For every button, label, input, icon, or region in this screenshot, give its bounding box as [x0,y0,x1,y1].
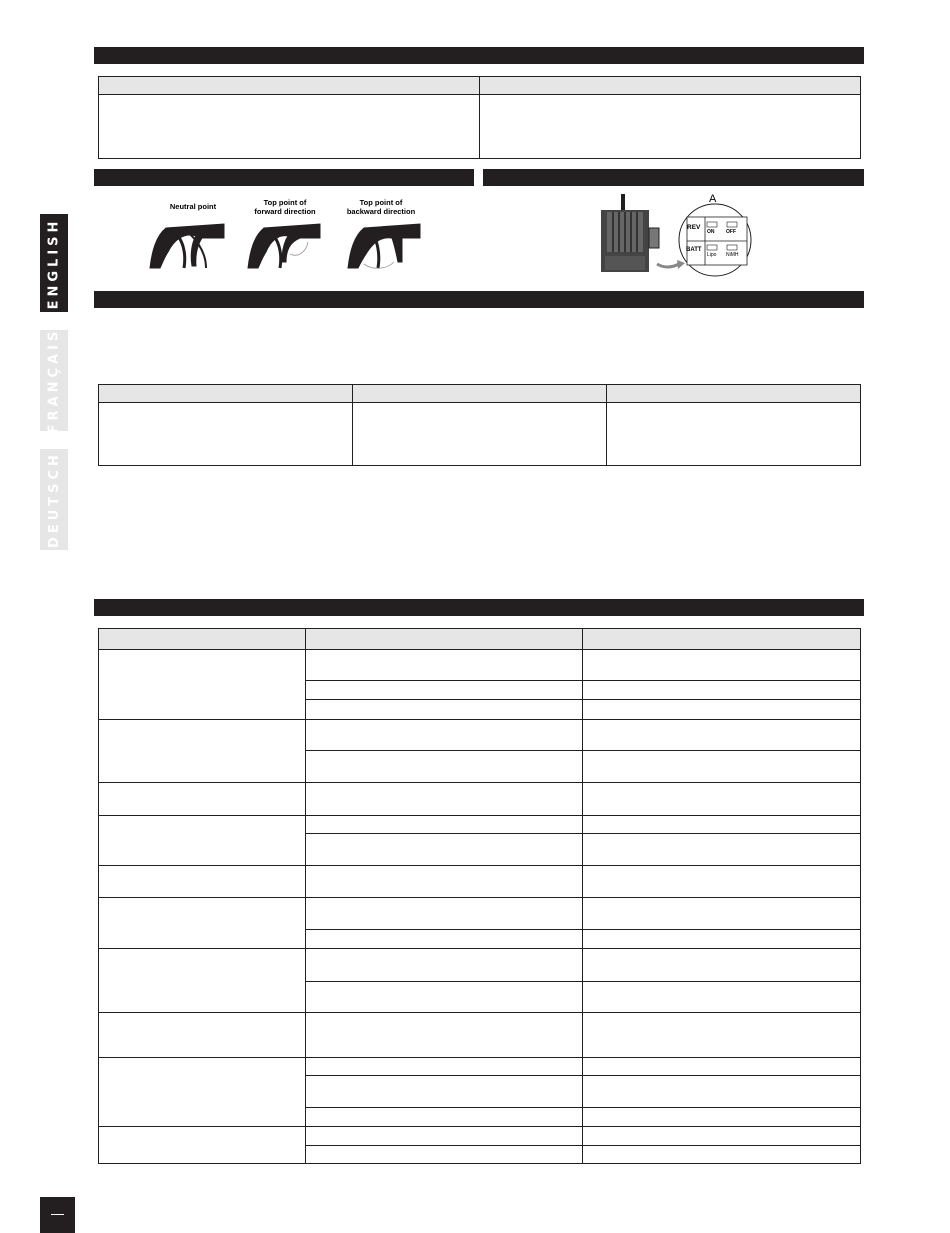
esc-jumper-figure [595,190,755,284]
language-tab-francais[interactable] [40,327,68,434]
table-row [99,95,861,159]
table-cell [306,866,583,898]
table-cell [583,898,861,930]
lipo-label: Lipo [707,252,717,258]
table-cell [306,949,583,982]
table-cell [583,751,861,783]
table-cell [583,681,861,700]
table-cell [583,949,861,982]
settings-table [98,384,861,466]
table-cell [306,930,583,949]
language-tab-label: DEUTSCH [46,451,62,548]
table-cell [99,898,306,949]
table-cell [99,650,306,720]
troubleshooting-table [98,628,861,1164]
table-row [99,403,861,466]
table-header-row [99,77,861,95]
table-cell [583,1058,861,1076]
section-header-bar-right [483,169,864,186]
page-number-box [40,1197,75,1233]
table-cell [583,930,861,949]
table-cell [99,866,306,898]
table-header-cell [99,77,480,95]
table-cell [583,1146,861,1164]
table-row [99,949,861,982]
table-cell [99,1013,306,1058]
table-cell [99,720,306,783]
caption-backward-direction: Top point of backward direction [346,198,416,216]
table-header-cell [583,629,861,650]
table-row [99,898,861,930]
table-cell [353,403,607,466]
table-cell [306,700,583,720]
language-tab-label: ENGLISH [46,217,62,309]
table-cell [306,1146,583,1164]
table-cell [306,898,583,930]
trigger-forward-icon [248,224,320,268]
table-cell [583,650,861,681]
language-tab-deutsch[interactable] [40,449,68,550]
table-row [99,1058,861,1076]
caption-neutral-point: Neutral point [169,202,217,211]
table-cell [583,720,861,751]
trigger-backward-icon [348,224,420,268]
table-row [99,866,861,898]
table-cell [99,1127,306,1164]
table-cell [583,982,861,1013]
table-row [99,816,861,834]
throttle-positions-figure [140,196,440,272]
table-row [99,1127,861,1146]
table-cell [99,949,306,1013]
table-row [99,783,861,816]
section-header-bar [94,599,864,616]
table-cell [607,403,861,466]
table-cell [306,1013,583,1058]
esc-unit-icon [601,194,685,272]
section-header-bar [94,291,864,308]
table-cell [583,1013,861,1058]
throttle-trigger-drawings [140,196,440,272]
table-cell [306,751,583,783]
table-header-cell [480,77,861,95]
table-header-cell [306,629,583,650]
table-cell [583,1127,861,1146]
jumper-label-a: A [709,193,717,205]
language-tab-label: FRANÇAIS [46,327,62,434]
trigger-neutral-icon [150,224,224,268]
table-cell [306,720,583,751]
table-cell [583,1108,861,1127]
table-header-row [99,629,861,650]
table-cell [306,982,583,1013]
table-cell [99,816,306,866]
specs-table [98,76,861,159]
on-label: ON [707,229,715,235]
table-cell [480,95,861,159]
off-label: OFF [726,229,736,235]
table-cell [583,866,861,898]
language-tab-english[interactable] [40,214,68,312]
caption-forward-direction: Top point of forward direction [254,198,316,216]
rev-label: REV [687,224,701,231]
table-header-cell [353,385,607,403]
nimh-label: NiMH [726,252,739,258]
table-header-cell [99,629,306,650]
table-cell [99,1058,306,1127]
page-number-dash [51,1214,64,1215]
table-cell [583,1076,861,1108]
table-cell [306,681,583,700]
table-cell [99,783,306,816]
section-header-bar [94,47,864,64]
table-row [99,1013,861,1058]
table-cell [306,1076,583,1108]
table-cell [306,1127,583,1146]
esc-jumper-drawing [595,190,755,284]
jumper-detail-icon [679,204,751,276]
table-cell [306,1058,583,1076]
table-cell [306,834,583,866]
table-cell [583,700,861,720]
table-cell [99,403,353,466]
table-header-row [99,385,861,403]
table-header-cell [99,385,353,403]
table-cell [99,95,480,159]
table-cell [306,650,583,681]
table-cell [306,783,583,816]
table-cell [583,816,861,834]
batt-label: BATT [686,247,702,253]
table-cell [306,816,583,834]
table-header-cell [607,385,861,403]
table-row [99,720,861,751]
table-row [99,650,861,681]
table-cell [583,783,861,816]
table-cell [583,834,861,866]
table-cell [306,1108,583,1127]
section-header-bar-left [94,169,474,186]
